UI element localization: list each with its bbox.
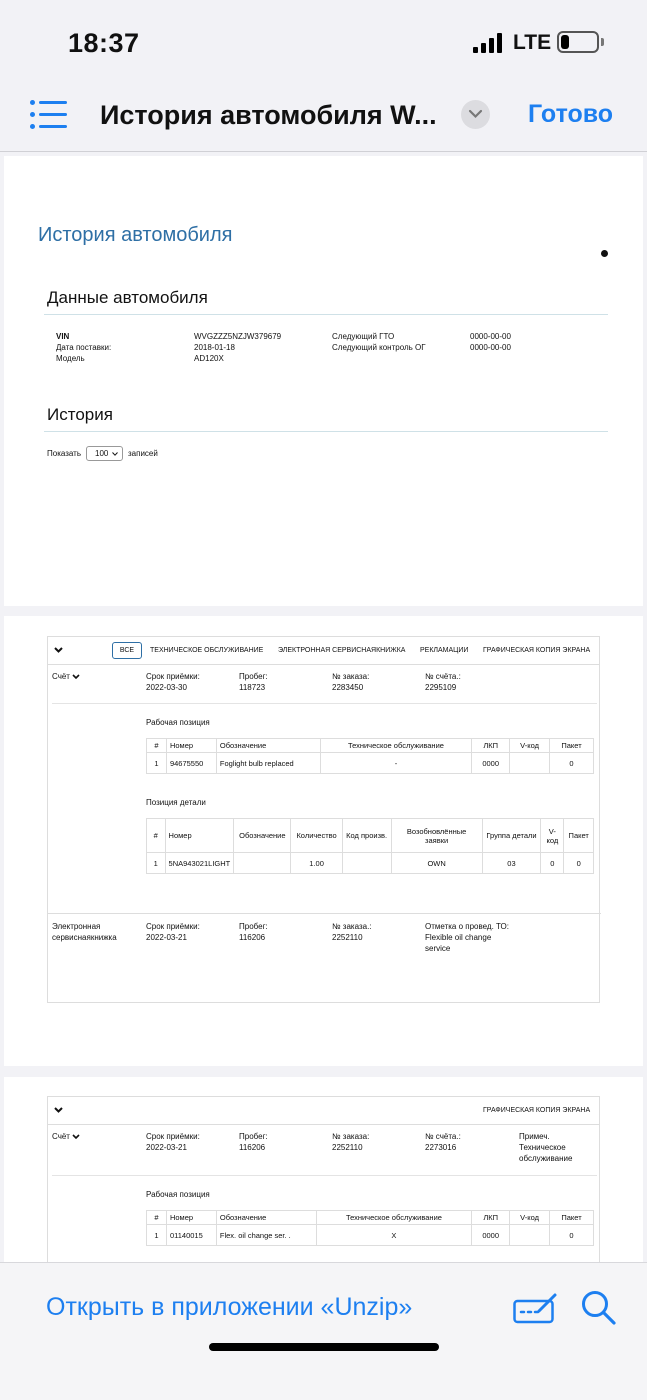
date-value: 2022-03-21: [146, 1143, 187, 1152]
work-position-title: Рабочая позиция: [146, 718, 210, 727]
history-table: [47, 636, 600, 1003]
filter-tabs: [48, 1097, 599, 1125]
model-value: AD120X: [194, 354, 224, 363]
records-label: записей: [128, 449, 158, 458]
invoice-label: № счёта.:: [425, 672, 461, 681]
status-time: 18:37: [68, 28, 140, 58]
bottom-toolbar: [0, 1262, 647, 1400]
order-label: № заказа:: [332, 1132, 370, 1141]
delivery-value: 2018-01-18: [194, 343, 235, 352]
mileage-value: 116206: [239, 1143, 266, 1152]
show-label: Показать: [47, 449, 82, 458]
record-note: Примеч. Техническое обслуживание: [519, 1132, 573, 1163]
order-value: 2252110: [332, 1143, 363, 1152]
vehicle-section-title: Данные автомобиля: [47, 288, 208, 307]
mileage-label: Пробег:: [239, 1132, 268, 1141]
tab-claims[interactable]: РЕКЛАМАЦИИ: [420, 647, 469, 654]
home-indicator[interactable]: [209, 1343, 439, 1351]
history-table: [47, 1096, 600, 1277]
network-label: LTE: [513, 31, 552, 54]
search-icon[interactable]: [580, 1289, 618, 1332]
tab-all[interactable]: ВСЕ: [112, 642, 142, 659]
mileage-value: 116206: [239, 933, 266, 942]
next-og-value: 0000-00-00: [470, 343, 511, 352]
date-label: Срок приёмки:: [146, 672, 200, 681]
next-gto-label: Следующий ГТО: [332, 332, 395, 341]
table-row: 1 01140015 Flex. oil change ser. . X 0000 0: [147, 1225, 594, 1246]
mileage-label: Пробег:: [239, 672, 268, 681]
status-bar: [0, 0, 647, 86]
tab-e-service-book[interactable]: ЭЛЕКТРОННАЯ СЕРВИСНАЯКНИЖКА: [278, 647, 406, 654]
order-value: 2283450: [332, 683, 364, 692]
order-label: № заказа:: [332, 672, 370, 681]
document-page-2: [4, 616, 643, 1066]
invoice-value: 2273016: [425, 1143, 457, 1152]
filter-tabs: [48, 637, 599, 665]
table-row: 1 94675550 Foglight bulb replaced - 0000 0: [147, 753, 594, 774]
date-label: Срок приёмки:: [146, 1132, 200, 1141]
date-value: 2022-03-21: [146, 933, 187, 942]
next-og-label: Следующий контроль ОГ: [332, 343, 426, 352]
delivery-label: Дата поставки:: [56, 343, 112, 352]
service-note: Отметка о провед. ТО: Flexible oil change service: [425, 922, 510, 953]
vin-label: VIN: [56, 332, 70, 341]
page-title: История автомобиля: [38, 224, 233, 246]
tab-maintenance[interactable]: ТЕХНИЧЕСКОЕ ОБСЛУЖИВАНИЕ: [150, 647, 264, 654]
parts-position-title: Позиция детали: [146, 798, 206, 807]
order-label: № заказа.:: [332, 922, 372, 931]
document-title: История автомобиля W...: [100, 100, 437, 130]
info-icon[interactable]: [601, 250, 608, 257]
table-row: 1 5NA943021LIGHT 1.00 OWN 03 0 0: [147, 853, 594, 874]
battery-icon: [557, 31, 599, 53]
table-header-row: # Номер Обозначение Количество Код произв. Возобновлённые заявки Группа детали V-код Пакет: [147, 819, 594, 853]
document-page-1: [4, 156, 643, 606]
work-position-table: [146, 738, 594, 774]
record-type: Электронная сервиснаякнижка: [52, 922, 117, 942]
tab-screen-copy[interactable]: ГРАФИЧЕСКАЯ КОПИЯ ЭКРАНА: [483, 647, 591, 654]
record-type[interactable]: Счёт: [52, 1131, 80, 1142]
record-type[interactable]: Счёт: [52, 671, 80, 682]
document-page-3: [4, 1077, 643, 1277]
page-length-control: [47, 446, 158, 461]
date-value: 2022-03-30: [146, 683, 187, 692]
table-header-row: # Номер Обозначение Техническое обслуживание ЛКП V-код Пакет: [147, 1211, 594, 1225]
table-header-row: # Номер Обозначение Техническое обслуживание ЛКП V-код Пакет: [147, 739, 594, 753]
chevron-down-icon[interactable]: [461, 100, 490, 129]
markup-icon[interactable]: [513, 1291, 559, 1330]
signal-icon: [473, 33, 503, 53]
next-gto-value: 0000-00-00: [470, 332, 511, 341]
invoice-value: 2295109: [425, 683, 457, 692]
mileage-label: Пробег:: [239, 922, 268, 931]
open-in-app-button[interactable]: Открыть в приложении «Unzip»: [46, 1293, 413, 1321]
collapse-chevron-icon[interactable]: [54, 1105, 63, 1115]
tab-screen-copy[interactable]: ГРАФИЧЕСКАЯ КОПИЯ ЭКРАНА: [483, 1107, 591, 1114]
work-position-table: [146, 1210, 594, 1246]
parts-position-table: [146, 818, 594, 874]
date-label: Срок приёмки:: [146, 922, 200, 931]
order-value: 2252110: [332, 933, 363, 942]
model-label: Модель: [56, 354, 85, 363]
nav-bar: [0, 86, 647, 152]
collapse-chevron-icon[interactable]: [54, 645, 63, 655]
list-icon[interactable]: [30, 100, 68, 130]
records-per-page-select[interactable]: 100: [86, 446, 123, 461]
mileage-value: 118723: [239, 683, 266, 692]
history-section-title: История: [47, 405, 113, 424]
work-position-title: Рабочая позиция: [146, 1190, 210, 1199]
vin-value: WVGZZZ5NZJW379679: [194, 332, 282, 341]
done-button[interactable]: Готово: [528, 100, 614, 128]
invoice-label: № счёта.:: [425, 1132, 461, 1141]
